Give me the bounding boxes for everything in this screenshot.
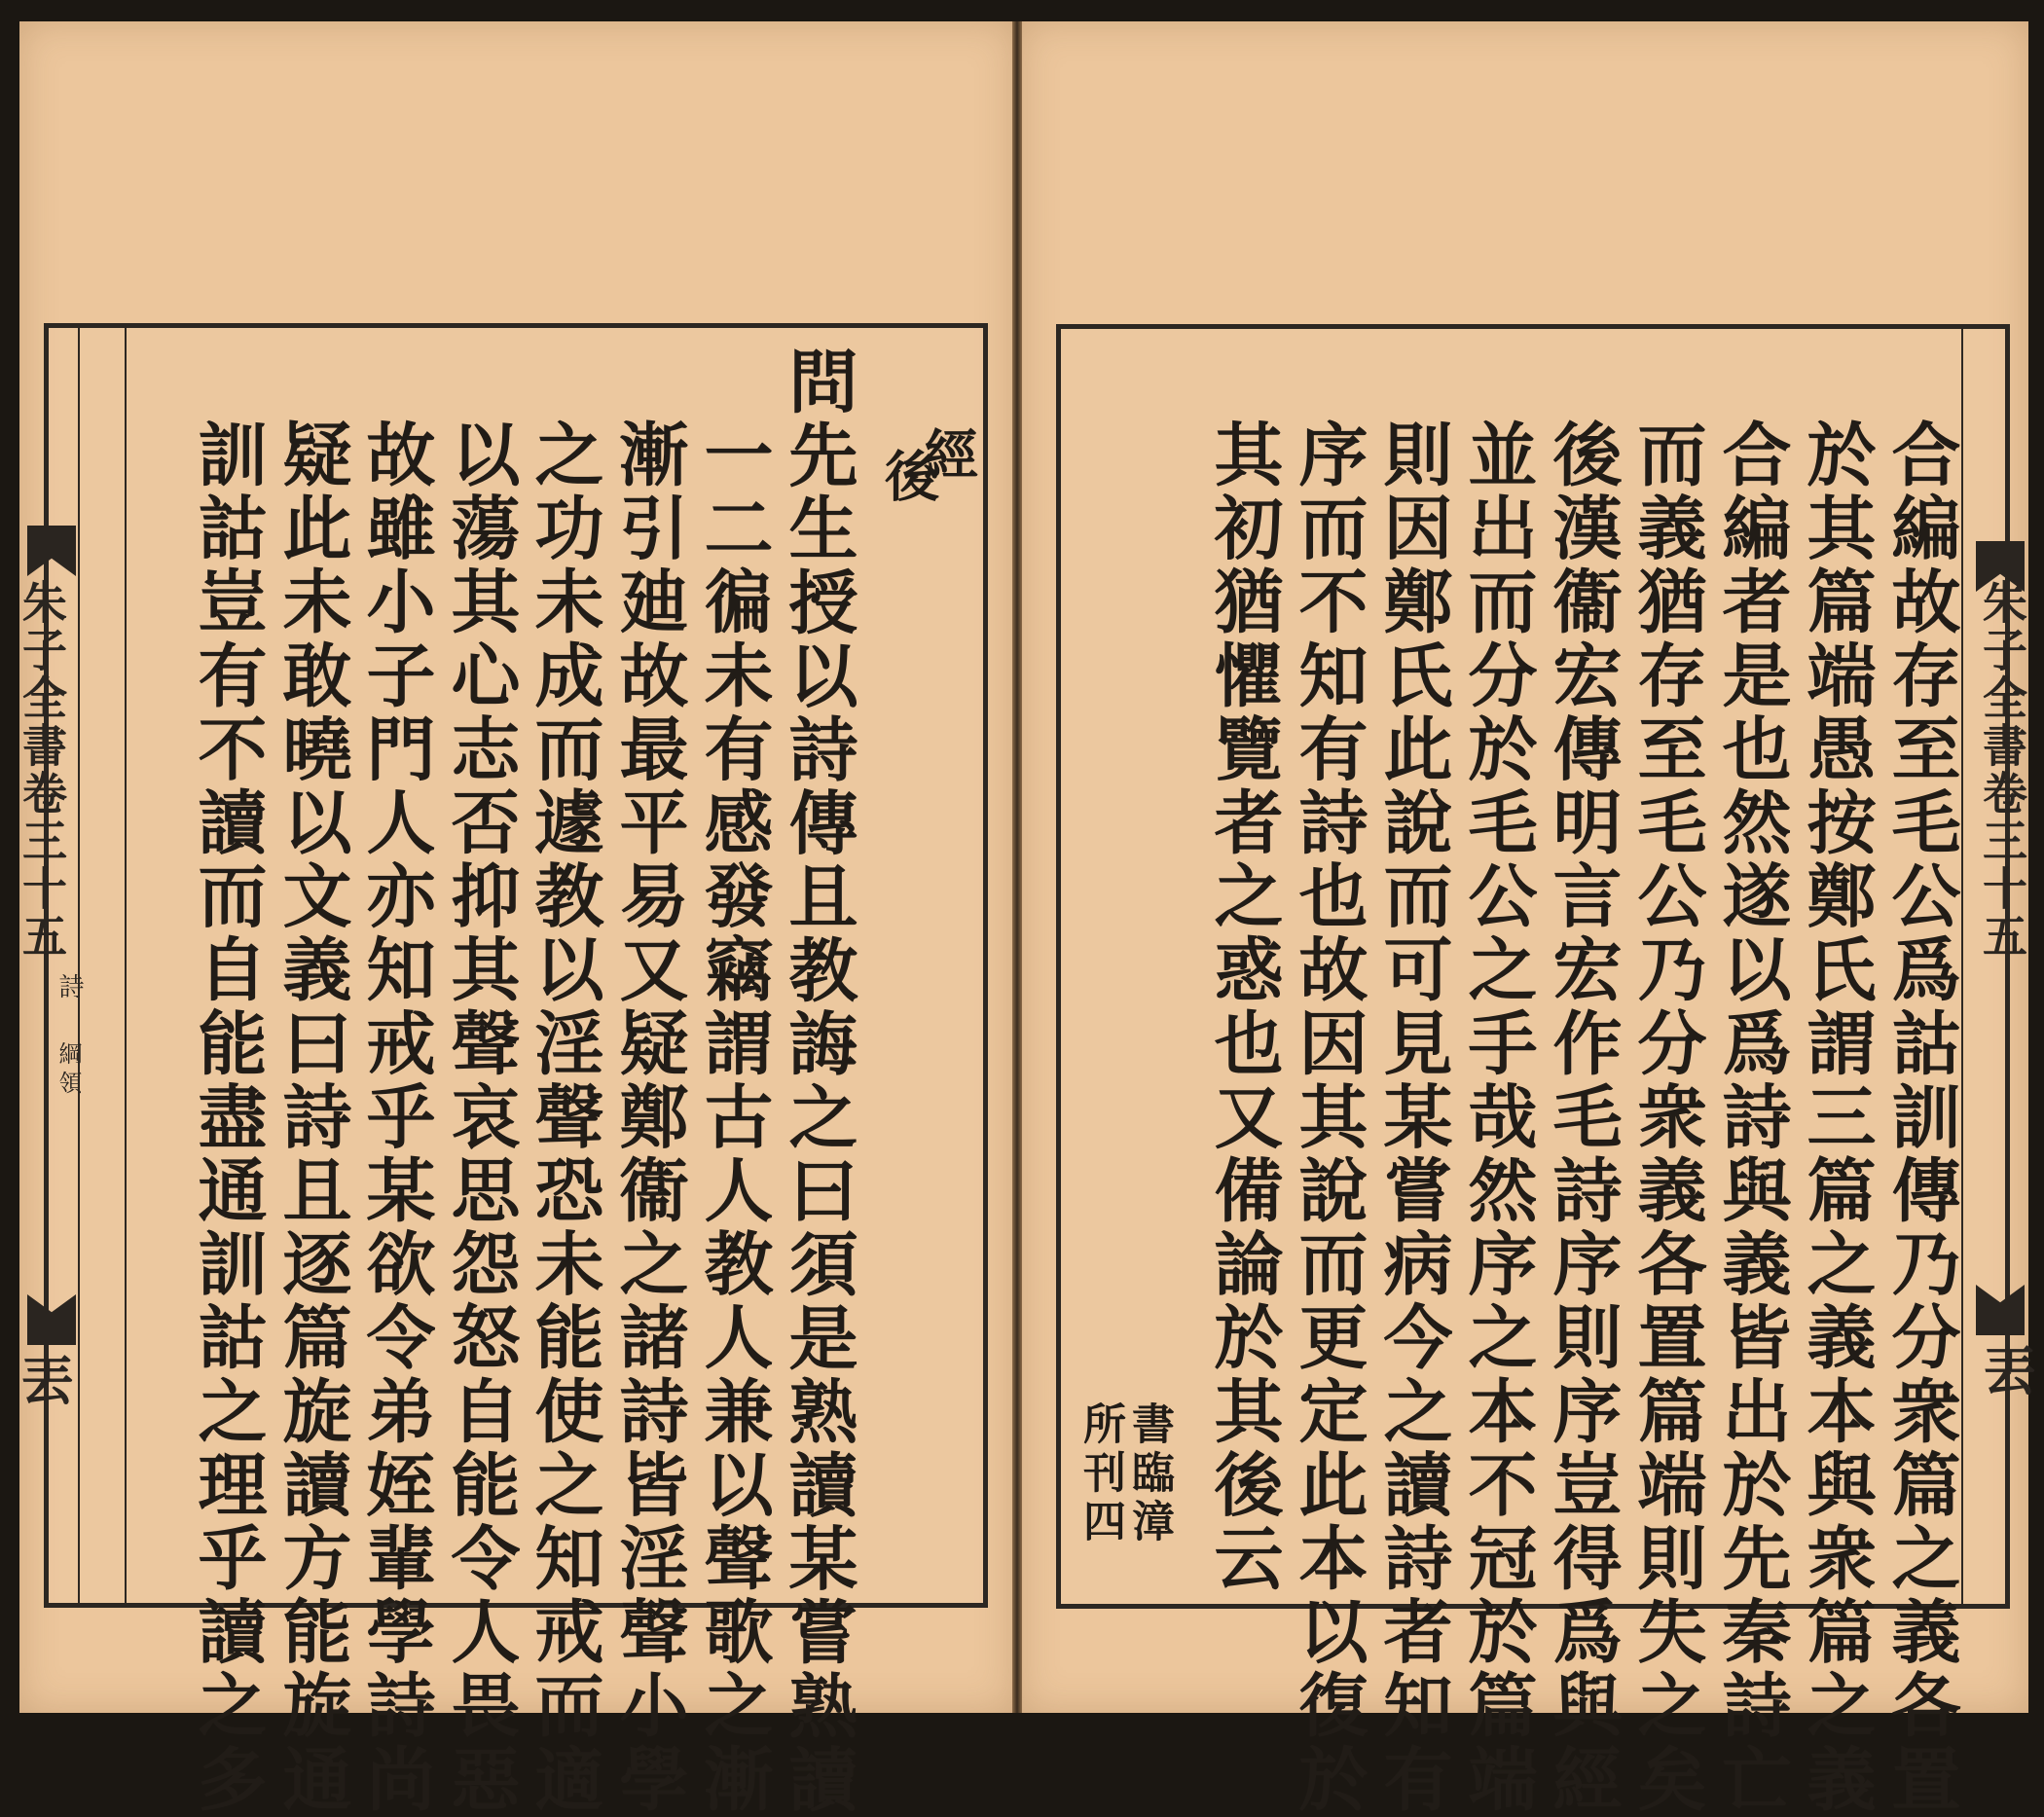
right-col-3: 合編者是也然遂以爲詩與義皆出於先秦詩亡 (1711, 418, 1793, 1817)
left-col-3: 問先生授以詩傳且教誨之曰須是熟讀某嘗熟讀 (778, 345, 859, 1817)
left-edge-folio: 丟 (13, 1353, 75, 1405)
right-col-2: 於其篇端愚按鄭氏謂三篇之義本與衆篇之義 (1796, 418, 1878, 1817)
left-col-4: 一二徧未有感發竊謂古人教人兼以聲歌之漸 (693, 418, 775, 1817)
right-col-9: 其初猶懼覽者之惑也又備論於其後云 (1203, 418, 1285, 1596)
colophon-line-1: 書臨漳 (1124, 1401, 1174, 1547)
right-edge-title: 朱子全書卷三十五 (1976, 579, 2028, 961)
right-col-8: 序而不知有詩也故因其說而更定此本以復於 (1288, 418, 1369, 1817)
colophon-line-2: 所刊四 (1076, 1401, 1125, 1547)
left-col-6: 之功未成而遽教以淫聲恐未能使之知戒而適 (524, 418, 605, 1817)
left-edge-section: 詩 (55, 973, 84, 1006)
left-col-9: 疑此未敢曉以文義曰詩且逐篇旋讀方能旋通 (272, 418, 353, 1817)
left-col-7: 以蕩其心志否抑其聲哀思怨怒自能令人畏惡 (440, 418, 522, 1817)
left-edge-subsection: 綱領 (55, 1041, 82, 1100)
right-col-4: 而義猶存至毛公乃分衆義各置篇端則失之矣 (1626, 418, 1708, 1817)
right-edge-folio: 丟 (1975, 1343, 2037, 1396)
left-col-10: 訓詁豈有不讀而自能盡通訓詁之理乎讀之多 (187, 418, 269, 1817)
left-col-1: 經 (915, 426, 979, 485)
right-col-5: 後漢衞宏傳明言宏作毛詩序則序豈得爲與經 (1542, 418, 1624, 1817)
left-col-5: 漸引廸故最平易又疑鄭衞之諸詩皆淫聲小學 (608, 418, 690, 1817)
left-col-2: 後 (876, 448, 940, 506)
left-edge-rule-outer (78, 328, 80, 1603)
left-col-8: 故雖小子門人亦知戒乎某欲令弟姪輩學詩尚 (355, 418, 437, 1817)
right-col-6: 並出而分於毛公之手哉然序之本不冠於篇端 (1457, 418, 1539, 1817)
left-edge-title: 朱子全書卷三十五 (16, 579, 68, 961)
book-gutter (1012, 21, 1022, 1713)
right-col-1: 合編故存至毛公爲詁訓傳乃分衆篇之義各置 (1880, 418, 1962, 1817)
left-edge-rule-inner (125, 328, 127, 1603)
right-col-7: 則因鄭氏此說而可見某嘗病今之讀詩者知有 (1372, 418, 1454, 1817)
